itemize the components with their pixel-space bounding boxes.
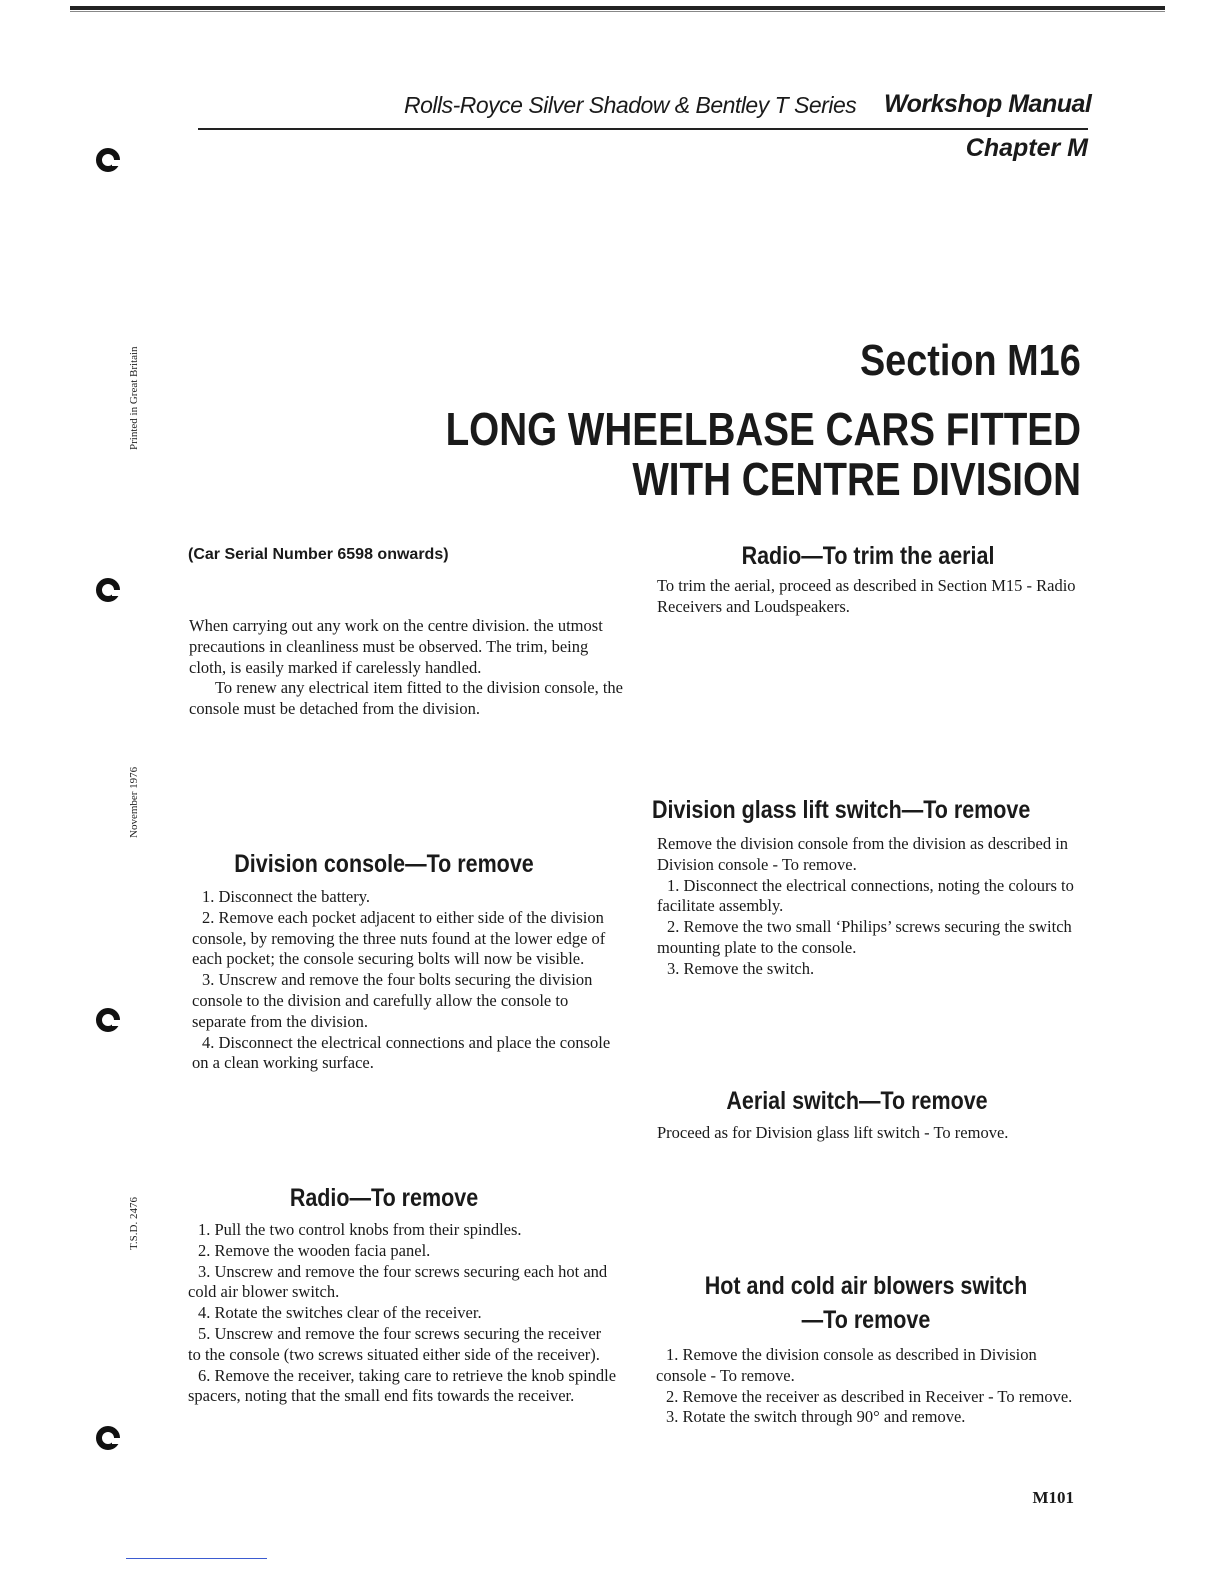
margin-printed: Printed in Great Britain bbox=[128, 346, 140, 450]
step-item: 1. Disconnect the electrical connections, noting the colours to facilitate assembly. bbox=[657, 875, 1074, 916]
glass-switch-heading: Division glass lift switch—To remove bbox=[652, 796, 1031, 824]
binder-hole-icon bbox=[96, 1426, 120, 1450]
radio-trim-text: To trim the aerial, proceed as described in Section M15 - Radio Receivers and Loudspeakers. bbox=[657, 576, 1076, 616]
top-rule-thin bbox=[70, 11, 1165, 12]
step-item: 4. Rotate the switches clear of the receiver. bbox=[198, 1303, 482, 1323]
intro-text bbox=[189, 616, 629, 720]
binder-hole-icon bbox=[96, 148, 120, 172]
step-item: 3. Unscrew and remove the four bolts securing the division console to the division and carefully allow the console to separate from the division. bbox=[192, 970, 593, 1031]
console-steps bbox=[192, 887, 620, 1074]
margin-date: November 1976 bbox=[128, 766, 140, 838]
step-item: 5. Unscrew and remove the four screws securing the receiver to the console (two screws situated either side of the receiver). bbox=[188, 1323, 602, 1364]
header-chapter: Chapter M bbox=[965, 134, 1088, 162]
section-title bbox=[325, 404, 1081, 504]
top-rule bbox=[70, 6, 1165, 10]
header-manual: Workshop Manual bbox=[884, 90, 1092, 118]
blower-switch-heading: Hot and cold air blowers switch bbox=[704, 1272, 1028, 1300]
step-item: 1. Pull the two control knobs from their spindles. bbox=[198, 1220, 522, 1239]
section-number: Section M16 bbox=[860, 336, 1081, 385]
radio-remove-heading: Radio—To remove bbox=[289, 1184, 479, 1212]
header-rule bbox=[198, 128, 1088, 130]
footer-rule bbox=[126, 1558, 267, 1559]
section-title-line2: WITH CENTRE DIVISION bbox=[632, 453, 1081, 505]
serial-note: (Car Serial Number 6598 onwards) bbox=[188, 546, 449, 563]
step-item: 1. Disconnect the battery. bbox=[202, 887, 370, 906]
step-item: 2. Remove the wooden facia panel. bbox=[198, 1240, 431, 1260]
aerial-switch-heading: Aerial switch—To remove bbox=[726, 1087, 988, 1115]
blower-switch-steps bbox=[656, 1345, 1082, 1428]
binder-hole-icon bbox=[96, 1008, 120, 1032]
step-item: 2. Remove the two small ‘Philips’ screws securing the switch mounting plate to the console. bbox=[657, 917, 1072, 957]
intro-paragraph: When carrying out any work on the centre division. the utmost precautions in cleanliness must be observed. The trim, being cloth, is easily marked if carelessly handled. bbox=[189, 616, 603, 677]
blower-switch-heading-2: —To remove bbox=[801, 1306, 931, 1334]
section-title-line1: LONG WHEELBASE CARS FITTED bbox=[445, 403, 1082, 455]
step-item: 3. Unscrew and remove the four screws securing each hot and cold air blower switch. bbox=[188, 1261, 608, 1302]
aerial-switch-text: Proceed as for Division glass lift switch - To remove. bbox=[657, 1123, 1009, 1142]
step-item: 1. Remove the division console as described in Division console - To remove. bbox=[656, 1345, 1037, 1385]
header-title: Rolls-Royce Silver Shadow & Bentley T Series bbox=[404, 92, 857, 118]
radio-trim-heading: Radio—To trim the aerial bbox=[741, 542, 995, 570]
step-item: 4. Disconnect the electrical connections and place the console on a clean working surface. bbox=[192, 1032, 611, 1073]
glass-switch-body bbox=[657, 834, 1097, 980]
console-heading: Division console—To remove bbox=[234, 850, 534, 878]
step-item: 3. Remove the switch. bbox=[667, 958, 815, 978]
intro-paragraph: To renew any electrical item fitted to the division console, the console must be detached from the division. bbox=[189, 678, 624, 719]
step-item: 3. Rotate the switch through 90° and remove. bbox=[666, 1407, 966, 1427]
radio-remove-steps bbox=[188, 1220, 618, 1407]
step-item: 2. Remove each pocket adjacent to either side of the division console, by removing the three nuts found at the lower edge of each pocket; the console securing bolts will now be visible. bbox=[192, 907, 606, 969]
margin-tsd: T.S.D. 2476 bbox=[128, 1197, 140, 1250]
step-item: 2. Remove the receiver as described in Receiver - To remove. bbox=[666, 1386, 1073, 1406]
step-item: 6. Remove the receiver, taking care to retrieve the knob spindle spacers, noting that the small end fits towards the receiver. bbox=[188, 1365, 617, 1406]
binder-hole-icon bbox=[96, 578, 120, 602]
page-number: M101 bbox=[1032, 1488, 1074, 1507]
glass-switch-intro: Remove the division console from the division as described in Division console - To remove. bbox=[657, 834, 1069, 874]
